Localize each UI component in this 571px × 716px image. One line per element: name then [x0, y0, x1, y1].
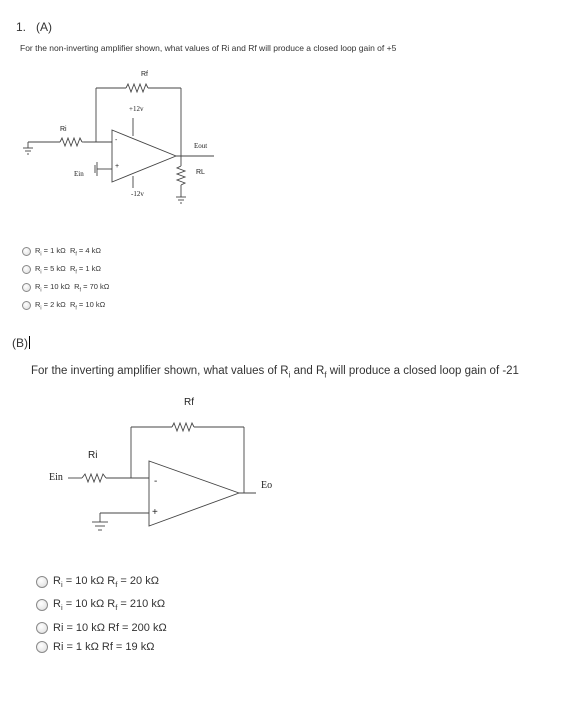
radio-button[interactable] — [36, 622, 48, 634]
ein-label-a: Ein — [74, 170, 84, 178]
radio-button[interactable] — [36, 576, 48, 588]
vpos-label-a: +12v — [129, 105, 144, 113]
rl-resistor-a — [177, 166, 185, 185]
eout-label-a: Eout — [194, 142, 208, 150]
rf-resistor-a — [126, 84, 148, 92]
question-header — [16, 20, 52, 34]
question-part-a: (A) — [36, 20, 53, 34]
option-b-2[interactable]: $R_i = 10$ kΩ $R_f = 210$ kΩ — [36, 598, 165, 612]
ri-label-b: Ri — [88, 450, 98, 461]
rf-resistor-b — [172, 423, 194, 431]
radio-button[interactable] — [36, 641, 48, 653]
opamp-triangle-b — [149, 461, 239, 526]
question-part-b: (B) — [12, 336, 28, 350]
minus-label-a: - — [115, 137, 118, 144]
question-b-text: For the inverting amplifier shown, what values of $R_i$ and $R_f$ will produce a closed loop gain of -21 — [31, 365, 519, 380]
option-b-4[interactable]: Ri = 1 kΩ Rf = 19 kΩ — [36, 641, 154, 653]
radio-button[interactable] — [22, 247, 31, 256]
option-a-2[interactable]: $R_i = 5$ kΩ $R_f = 1$ kΩ — [22, 264, 101, 276]
question-number: 1. — [16, 20, 27, 34]
question-a-text: For the non-inverting amplifier shown, what values of Ri and Rf will produce a closed loop gain of +5 — [20, 43, 397, 53]
ri-label-a: Ri — [60, 126, 67, 133]
option-a-4[interactable]: $R_i = 2$ kΩ $R_f = 10$ kΩ — [22, 300, 105, 312]
option-a-3[interactable]: $R_i = 10$ kΩ $R_f = 70$ kΩ — [22, 282, 109, 294]
text-cursor — [29, 336, 30, 349]
ein-label-b: Ein — [49, 472, 63, 483]
minus-label-b: - — [154, 476, 158, 487]
rf-label-b: Rf — [184, 397, 194, 408]
plus-label-a: + — [115, 163, 120, 170]
ri-resistor-a — [60, 138, 82, 146]
rf-label-a: Rf — [141, 71, 148, 78]
vneg-label-a: -12v — [131, 190, 144, 198]
rl-label-a: RL — [196, 169, 205, 176]
radio-button[interactable] — [22, 265, 31, 274]
option-b-3[interactable]: Ri = 10 kΩ Rf = 200 kΩ — [36, 622, 167, 634]
plus-label-b: + — [152, 507, 158, 518]
eo-label-b: Eo — [261, 480, 273, 491]
radio-button[interactable] — [22, 301, 31, 310]
option-b-1[interactable]: $R_i = 10$ kΩ $R_f = 20$ kΩ — [36, 575, 159, 589]
opamp-triangle-a — [112, 130, 176, 182]
ri-resistor-b — [82, 474, 106, 482]
radio-button[interactable] — [22, 283, 31, 292]
radio-button[interactable] — [36, 599, 48, 611]
option-a-1[interactable]: $R_i = 1$ kΩ $R_f = 4$ kΩ — [22, 246, 101, 258]
